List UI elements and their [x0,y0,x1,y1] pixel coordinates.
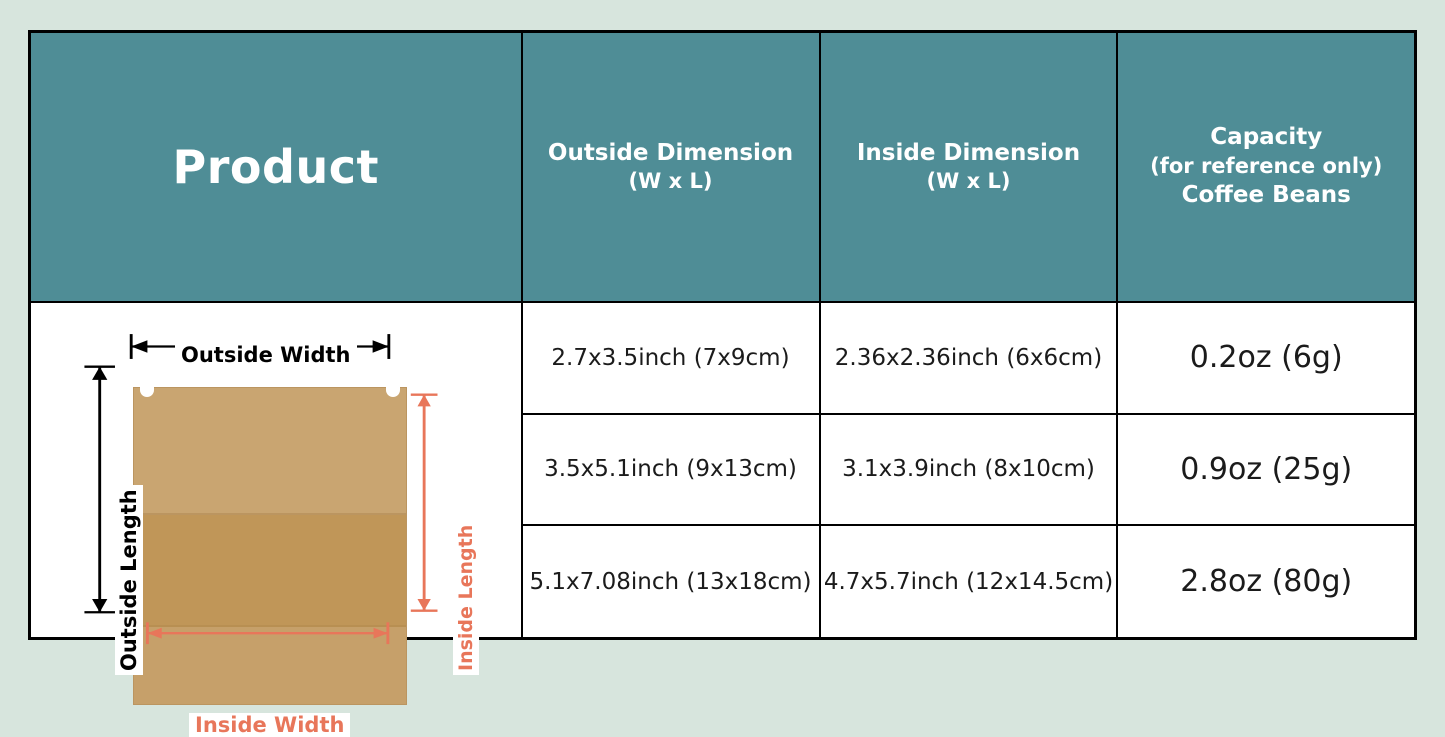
product-dimension-table [28,30,1417,737]
header-capacity-line1: Capacity [1210,124,1323,151]
inside-length-arrowhead-bottom [417,599,430,611]
outside-width-label: Outside Width [175,343,357,367]
header-product: Product [30,32,522,302]
header-capacity-line2: (for reference only) [1150,154,1383,179]
outside-length-arrowhead-bottom [92,599,107,612]
header-outside-dimension-main: Outside Dimension [547,139,794,166]
table-row [30,302,1416,414]
inside-length-arrowhead-top [417,395,430,407]
inside-width-arrowhead-right [374,628,388,639]
inside-width-arrowhead-left [147,628,161,639]
header-inside-dimension-main: Inside Dimension [856,139,1081,166]
product-diagram-cell [30,302,522,737]
row-2-outside-dimension: 3.5x5.1inch (9x13cm) [522,414,820,526]
row-1-outside-dimension: 2.7x3.5inch (7x9cm) [522,302,820,414]
header-capacity [1117,32,1415,302]
row-1-inside-dimension: 2.36x2.36inch (6x6cm) [820,302,1118,414]
row-1-capacity: 0.2oz (6g) [1117,302,1415,414]
header-outside-dimension [522,32,820,302]
outside-length-arrowhead-top [92,367,107,380]
inside-length-label: Inside Length [453,521,479,675]
table-header-row [30,32,1416,302]
header-inside-dimension [820,32,1118,302]
outside-width-arrowhead-left [131,340,147,352]
product-diagram [31,303,521,737]
header-inside-dimension-sub: (W x L) [926,169,1011,194]
row-2-capacity: 0.9oz (25g) [1117,414,1415,526]
pouch-panel-bottom [134,627,406,704]
header-outside-dimension-sub: (W x L) [628,169,713,194]
outside-width-arrowhead-right [373,340,389,352]
row-3-capacity: 2.8oz (80g) [1117,525,1415,638]
row-3-outside-dimension: 5.1x7.08inch (13x18cm) [522,525,820,638]
outside-length-label: Outside Length [115,485,143,675]
inside-width-label: Inside Width [189,713,350,737]
row-3-inside-dimension: 4.7x5.7inch (12x14.5cm) [820,525,1118,638]
header-capacity-line3: Coffee Beans [1181,181,1351,208]
inside-length-arrow [411,395,438,611]
outside-length-arrow [84,367,115,613]
row-2-inside-dimension: 3.1x3.9inch (8x10cm) [820,414,1118,526]
